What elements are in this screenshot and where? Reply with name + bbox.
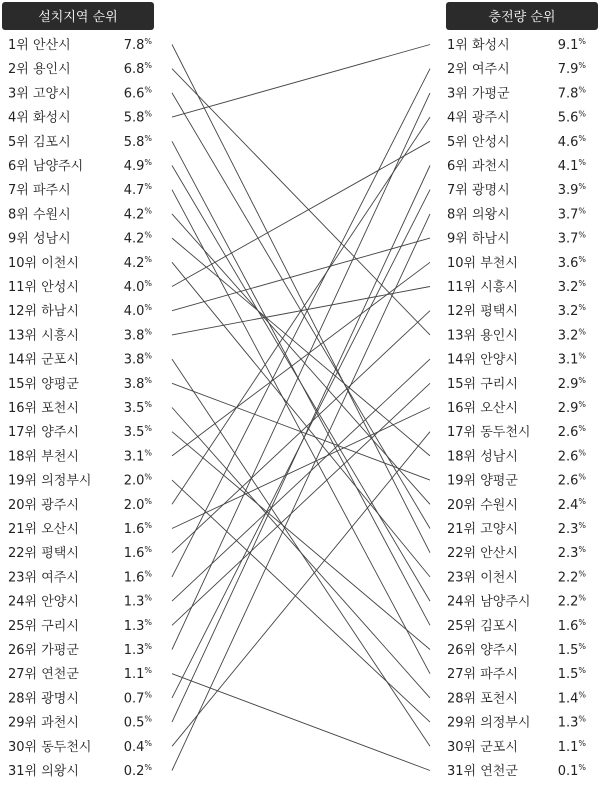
right-unit-label: % <box>578 496 586 506</box>
rank-connector-line <box>172 93 430 650</box>
left-value-label: 1.1% <box>123 666 152 683</box>
right-value-label: 3.6% <box>557 254 586 271</box>
rank-connector-line <box>172 214 430 771</box>
left-rank-row <box>8 182 152 198</box>
right-unit-label: % <box>578 738 586 748</box>
left-rank-row <box>8 303 152 319</box>
right-value-label: 3.7% <box>557 230 586 247</box>
right-rank-label: 10위 부천시 <box>447 255 518 271</box>
left-rank-label: 6위 남양주시 <box>8 159 84 174</box>
rank-connector-line <box>172 432 430 650</box>
right-rank-row <box>447 618 586 634</box>
left-rank-label: 17위 양주시 <box>8 425 79 441</box>
left-rank-label: 18위 부천시 <box>8 449 79 465</box>
left-rank-row <box>8 545 152 561</box>
right-rank-row <box>447 690 586 706</box>
rank-connector-line <box>172 408 430 529</box>
left-rank-label: 28위 광명시 <box>8 691 79 707</box>
right-rank-label: 22위 안산시 <box>447 546 518 562</box>
left-value-label: 0.2% <box>123 763 152 779</box>
right-rank-row <box>447 400 586 416</box>
right-rank-label: 23위 이천시 <box>447 570 518 586</box>
right-rank-row <box>447 545 586 561</box>
left-value-label: 4.0% <box>123 279 152 295</box>
right-unit-label: % <box>578 182 586 192</box>
right-unit-label: % <box>578 158 586 167</box>
left-unit-label: % <box>144 545 152 555</box>
right-value-label: 3.2% <box>557 327 586 344</box>
left-rank-row <box>8 400 152 416</box>
right-value-label: 4.1% <box>557 158 586 174</box>
right-rank-row <box>447 473 586 489</box>
right-unit-label: % <box>578 351 586 361</box>
left-value-label: 3.1% <box>123 448 152 465</box>
right-value-label: 2.6% <box>557 424 586 441</box>
right-value-label: 3.7% <box>557 206 586 223</box>
right-rank-label: 2위 여주시 <box>447 62 510 78</box>
right-rank-label: 6위 과천시 <box>447 159 510 174</box>
left-rank-row <box>8 763 152 779</box>
left-value-label: 4.2% <box>123 230 152 247</box>
left-rank-row <box>8 376 152 392</box>
right-value-label: 4.6% <box>557 133 586 150</box>
left-unit-label: % <box>144 448 152 458</box>
left-rank-row <box>8 448 152 464</box>
right-value-label: 2.2% <box>557 593 586 610</box>
left-rank-label: 16위 포천시 <box>8 401 79 416</box>
left-rank-row <box>8 715 152 731</box>
right-rank-row <box>447 352 586 368</box>
right-rank-row <box>447 521 586 537</box>
right-value-label: 5.6% <box>557 109 586 126</box>
right-value-label: 9.1% <box>557 37 586 53</box>
left-rank-row <box>8 739 152 755</box>
left-unit-label: % <box>144 496 152 506</box>
right-unit-label: % <box>578 642 586 651</box>
right-rank-label: 31위 연천군 <box>447 764 518 779</box>
right-header-title: 충전량 순위 <box>488 10 556 25</box>
right-rank-label: 19위 양평군 <box>447 473 518 489</box>
right-rank-label: 9위 하남시 <box>447 231 510 247</box>
left-rank-label: 23위 여주시 <box>8 570 79 586</box>
right-rank-row <box>447 376 586 392</box>
right-rank-row <box>447 158 586 174</box>
left-unit-label: % <box>144 642 152 651</box>
right-unit-label: % <box>578 448 586 458</box>
right-rank-label: 8위 의왕시 <box>447 207 510 223</box>
right-value-label: 2.6% <box>557 448 586 465</box>
left-value-label: 1.6% <box>123 569 152 586</box>
left-value-label: 6.6% <box>123 85 152 102</box>
right-unit-label: % <box>578 303 586 313</box>
right-rank-row <box>447 279 586 295</box>
right-value-label: 1.1% <box>557 738 586 755</box>
left-rank-row <box>8 666 152 682</box>
right-rank-label: 7위 광명시 <box>447 183 510 199</box>
right-value-label: 3.1% <box>557 351 586 368</box>
left-rank-row <box>8 569 152 585</box>
right-rank-row <box>447 182 586 198</box>
left-rank-label: 24위 안양시 <box>8 594 79 610</box>
left-unit-label: % <box>144 133 152 143</box>
rank-connector-line <box>172 117 430 504</box>
connector-lines <box>172 45 430 771</box>
left-rank-label: 15위 양평군 <box>8 376 79 392</box>
left-header-title: 설치지역 순위 <box>38 10 118 25</box>
left-value-label: 1.3% <box>123 593 152 610</box>
right-value-label: 7.8% <box>557 85 586 102</box>
right-rank-label: 1위 화성시 <box>447 38 510 53</box>
left-unit-label: % <box>144 182 152 192</box>
right-rank-row <box>447 110 586 126</box>
right-unit-label: % <box>578 593 586 603</box>
right-value-label: 2.9% <box>557 400 586 416</box>
left-value-label: 1.3% <box>123 642 152 658</box>
right-value-label: 2.3% <box>557 521 586 537</box>
left-value-label: 3.8% <box>123 351 152 368</box>
right-rank-label: 16위 오산시 <box>447 401 518 416</box>
right-rank-row <box>447 642 586 658</box>
right-value-label: 7.9% <box>557 61 586 78</box>
left-rank-label: 4위 화성시 <box>8 110 71 126</box>
left-rank-label: 13위 시흥시 <box>8 328 79 344</box>
right-unit-label: % <box>578 400 586 409</box>
left-unit-label: % <box>144 85 152 95</box>
right-unit-label: % <box>578 375 586 385</box>
right-unit-label: % <box>578 472 586 482</box>
right-rank-label: 17위 동두천시 <box>447 425 531 441</box>
right-value-label: 3.9% <box>557 182 586 199</box>
right-rank-row <box>447 715 586 731</box>
left-value-label: 0.7% <box>123 690 152 707</box>
rank-connector-line <box>172 262 430 456</box>
right-rank-row <box>447 569 586 585</box>
right-rank-label: 14위 안양시 <box>447 352 518 368</box>
left-unit-label: % <box>144 593 152 603</box>
right-unit-label: % <box>578 424 586 434</box>
rank-connector-line <box>172 166 430 602</box>
left-unit-label: % <box>144 738 152 748</box>
right-unit-label: % <box>578 521 586 530</box>
left-value-label: 4.2% <box>123 206 152 223</box>
left-rank-row <box>8 473 152 489</box>
right-rank-row <box>447 448 586 464</box>
left-unit-label: % <box>144 279 152 288</box>
rank-connector-line <box>172 45 430 553</box>
left-value-label: 0.5% <box>123 714 152 731</box>
left-unit-label: % <box>144 617 152 627</box>
left-value-label: 0.4% <box>123 738 152 755</box>
right-unit-label: % <box>578 617 586 627</box>
left-rank-label: 25위 구리시 <box>8 618 79 634</box>
left-unit-label: % <box>144 690 152 700</box>
left-value-label: 1.6% <box>123 545 152 562</box>
left-rank-row <box>8 255 152 271</box>
right-rank-label: 11위 시흥시 <box>447 280 518 295</box>
left-unit-label: % <box>144 303 152 313</box>
right-rank-row <box>447 85 586 101</box>
left-unit-label: % <box>144 472 152 482</box>
left-unit-label: % <box>144 61 152 71</box>
right-rank-row <box>447 594 586 610</box>
left-rank-row <box>8 594 152 610</box>
right-rank-label: 26위 양주시 <box>447 643 518 658</box>
right-rank-row <box>447 739 586 755</box>
left-rank-row <box>8 110 152 126</box>
left-unit-label: % <box>144 158 152 167</box>
right-rank-row <box>447 61 586 77</box>
left-unit-label: % <box>144 424 152 434</box>
left-rank-label: 31위 의왕시 <box>8 764 79 779</box>
right-unit-label: % <box>578 666 586 676</box>
left-rank-label: 2위 용인시 <box>8 62 71 78</box>
right-rank-label: 18위 성남시 <box>447 449 518 465</box>
left-rank-label: 26위 가평군 <box>8 643 79 658</box>
left-rank-row <box>8 424 152 440</box>
left-value-label: 3.5% <box>123 424 152 441</box>
right-rank-label: 30위 군포시 <box>447 739 518 755</box>
right-value-label: 2.6% <box>557 472 586 489</box>
left-rank-row <box>8 521 152 537</box>
right-rank-label: 28위 포천시 <box>447 691 518 707</box>
left-unit-label: % <box>144 666 152 676</box>
left-value-label: 4.0% <box>123 303 152 320</box>
left-unit-label: % <box>144 230 152 240</box>
right-rank-row <box>447 134 586 150</box>
right-value-label: 2.2% <box>557 569 586 586</box>
left-rank-row <box>8 352 152 368</box>
left-value-label: 4.9% <box>123 158 152 174</box>
left-value-label: 4.2% <box>123 254 152 271</box>
left-rank-label: 7위 파주시 <box>8 183 71 199</box>
right-rank-row <box>447 497 586 513</box>
left-value-label: 1.3% <box>123 617 152 634</box>
right-value-label: 1.5% <box>557 642 586 658</box>
left-rank-row <box>8 206 152 222</box>
left-unit-label: % <box>144 714 152 724</box>
right-rank-label: 4위 광주시 <box>447 110 510 126</box>
left-rank-row <box>8 85 152 101</box>
right-rank-label: 25위 김포시 <box>447 618 518 634</box>
left-value-label: 4.7% <box>123 182 152 199</box>
left-unit-label: % <box>144 327 152 337</box>
right-value-label: 1.6% <box>557 617 586 634</box>
right-value-label: 2.4% <box>557 496 586 513</box>
right-unit-label: % <box>578 254 586 264</box>
right-rank-label: 13위 용인시 <box>447 328 518 344</box>
left-value-label: 3.8% <box>123 375 152 392</box>
left-rank-row <box>8 642 152 658</box>
right-value-label: 3.2% <box>557 279 586 295</box>
right-unit-label: % <box>578 545 586 555</box>
left-rank-label: 10위 이천시 <box>8 255 79 271</box>
right-value-label: 0.1% <box>557 763 586 779</box>
right-rank-label: 15위 구리시 <box>447 376 518 392</box>
right-unit-label: % <box>578 279 586 288</box>
right-unit-label: % <box>578 714 586 724</box>
right-rank-row <box>447 206 586 222</box>
left-rank-label: 3위 고양시 <box>8 86 71 102</box>
right-unit-label: % <box>578 327 586 337</box>
left-unit-label: % <box>144 37 152 46</box>
left-rank-label: 9위 성남시 <box>8 231 71 247</box>
rank-connector-line <box>172 166 430 723</box>
right-rank-row <box>447 424 586 440</box>
right-unit-label: % <box>578 569 586 579</box>
right-unit-label: % <box>578 230 586 240</box>
right-rank-row <box>447 327 586 343</box>
right-rank-label: 5위 안성시 <box>447 134 510 150</box>
left-header <box>2 2 154 30</box>
left-rank-row <box>8 231 152 247</box>
right-value-label: 2.3% <box>557 545 586 562</box>
left-rank-row <box>8 327 152 343</box>
right-rank-label: 27위 파주시 <box>447 667 518 683</box>
left-rank-label: 27위 연천군 <box>8 667 79 683</box>
left-unit-label: % <box>144 109 152 119</box>
left-rank-label: 29위 과천시 <box>8 715 79 731</box>
right-value-label: 3.2% <box>557 303 586 320</box>
right-unit-label: % <box>578 133 586 143</box>
right-rank-row <box>447 231 586 247</box>
right-rank-label: 12위 평택시 <box>447 304 518 320</box>
right-rank-row <box>447 37 586 53</box>
left-value-label: 2.0% <box>123 496 152 513</box>
left-unit-label: % <box>144 351 152 361</box>
left-rank-label: 19위 의정부시 <box>8 473 92 489</box>
rank-connector-line <box>172 69 430 335</box>
left-rank-label: 22위 평택시 <box>8 546 79 562</box>
right-value-label: 1.4% <box>557 690 586 707</box>
left-rank-row <box>8 37 152 53</box>
right-rank-label: 21위 고양시 <box>447 522 518 537</box>
right-header <box>446 2 598 30</box>
rank-connector-line <box>172 359 430 601</box>
right-rank-label: 29위 의정부시 <box>447 715 531 731</box>
right-unit-label: % <box>578 690 586 700</box>
right-rank-label: 20위 수원시 <box>447 497 518 513</box>
left-rank-label: 1위 안산시 <box>8 38 71 53</box>
left-unit-label: % <box>144 375 152 385</box>
left-value-label: 2.0% <box>123 472 152 489</box>
right-rank-label: 3위 가평군 <box>447 86 510 102</box>
rank-connector-line <box>172 69 430 577</box>
left-unit-label: % <box>144 521 152 530</box>
left-rank-row <box>8 497 152 513</box>
right-rank-row <box>447 763 586 779</box>
left-value-label: 6.8% <box>123 61 152 78</box>
left-rank-row <box>8 690 152 706</box>
left-value-label: 7.8% <box>123 37 152 53</box>
right-unit-label: % <box>578 61 586 71</box>
right-rank-label: 24위 남양주시 <box>447 594 531 610</box>
left-rank-row <box>8 618 152 634</box>
left-rank-label: 12위 하남시 <box>8 304 79 320</box>
right-rank-row <box>447 303 586 319</box>
rank-connector-line <box>172 45 430 118</box>
left-value-label: 5.8% <box>123 133 152 150</box>
right-value-label: 1.3% <box>557 714 586 731</box>
left-value-label: 1.6% <box>123 521 152 537</box>
right-value-label: 1.5% <box>557 666 586 683</box>
left-rank-row <box>8 134 152 150</box>
left-rank-row <box>8 279 152 295</box>
right-rank-row <box>447 255 586 271</box>
right-unit-label: % <box>578 206 586 216</box>
left-value-label: 3.8% <box>123 327 152 344</box>
left-rank-label: 20위 광주시 <box>8 497 79 513</box>
left-rank-row <box>8 61 152 77</box>
left-rank-list <box>8 37 152 779</box>
left-rank-label: 8위 수원시 <box>8 207 71 223</box>
left-rank-label: 30위 동두천시 <box>8 739 92 755</box>
left-rank-row <box>8 158 152 174</box>
right-rank-row <box>447 666 586 682</box>
left-unit-label: % <box>144 763 152 772</box>
right-unit-label: % <box>578 763 586 772</box>
left-rank-label: 14위 군포시 <box>8 352 79 368</box>
right-value-label: 2.9% <box>557 375 586 392</box>
left-unit-label: % <box>144 254 152 264</box>
left-rank-label: 5위 김포시 <box>8 134 71 150</box>
left-unit-label: % <box>144 569 152 579</box>
right-unit-label: % <box>578 109 586 119</box>
left-unit-label: % <box>144 206 152 216</box>
right-rank-list <box>447 37 586 779</box>
left-value-label: 3.5% <box>123 400 152 416</box>
left-rank-label: 11위 안성시 <box>8 280 79 295</box>
left-value-label: 5.8% <box>123 109 152 126</box>
left-rank-label: 21위 오산시 <box>8 522 79 537</box>
right-unit-label: % <box>578 85 586 95</box>
right-unit-label: % <box>578 37 586 46</box>
left-unit-label: % <box>144 400 152 409</box>
